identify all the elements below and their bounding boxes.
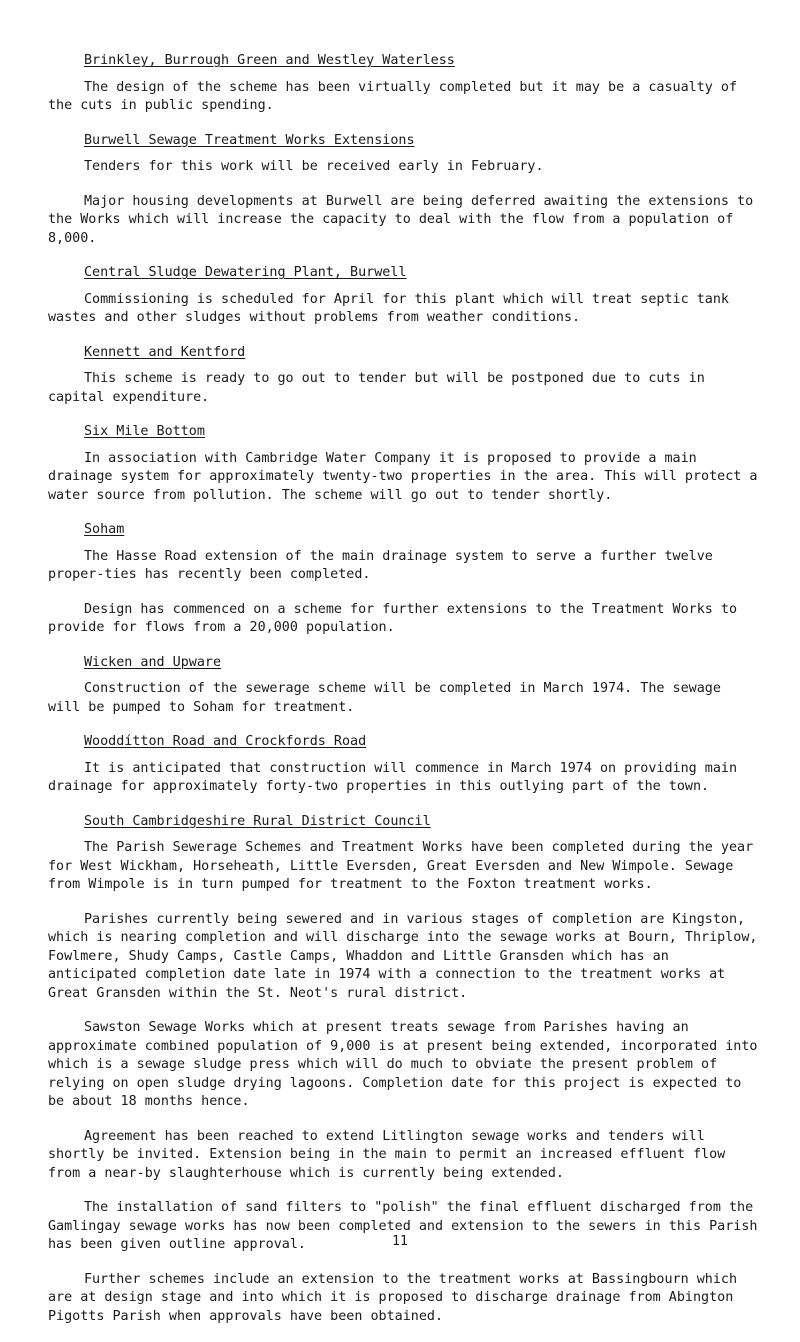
paragraph: Parishes currently being sewered and in various stages of completion are Kingston, which is nearing completion and will discharge into the sewage works at Bourn, Thriplow, Fowlmere, Shudy Camps, Castle Camps, Whaddon and Little Gransden which has an anticipated completion date late in 1974 with a connection to the treatment works at Great Gransden within the St. Neot's rural district. <box>48 911 758 1001</box>
paragraph: Major housing developments at Burwell are being deferred awaiting the extensions to the Works which will increase the capacity to deal with the flow from a population of 8,000. <box>48 193 754 246</box>
section-heading: Kennett and Kentford <box>84 344 246 360</box>
section-heading: Central Sludge Dewatering Plant, Burwell <box>84 265 407 280</box>
paragraph: Sawston Sewage Works which at present treats sewage from Parishes having an approximate combined population of 9,000 is at present being extended, incorporated into which is a sewage sludge press which will do much to obviate the present problem of relying on open sludge drying lagoons. Completion date for this project is expected to be about 18 months hence. <box>48 1020 758 1109</box>
section-heading: Burwell Sewage Treatment Works Extensions <box>84 132 415 148</box>
section-brinkley <box>48 52 760 116</box>
paragraph: Design has commenced on a scheme for further extensions to the Treatment Works to provide for flows from a 20,000 population. <box>48 601 738 635</box>
paragraph: The Hasse Road extension of the main drainage system to serve a further twelve proper-ties has recently been completed. <box>48 548 713 582</box>
paragraph: This scheme is ready to go out to tender but will be postponed due to cuts in capital expenditure. <box>48 371 705 405</box>
section-wicken <box>48 654 760 718</box>
section-burwell-extensions <box>48 132 760 249</box>
section-central-sludge <box>48 264 760 328</box>
paragraph: Tenders for this work will be received early in February. <box>84 159 544 174</box>
paragraph: Agreement has been reached to extend Litlington sewage works and tenders will shortly be invited. Extension being in the main to permit an increased effluent flow from a near-by slaughterhouse which is currently being extended. <box>48 1128 726 1181</box>
paragraph: The installation of sand filters to "polish" the final effluent discharged from the Gamlingay sewage works has now been completed and extension to the sewers in this Parish has been given outline approval. <box>48 1200 758 1252</box>
document-page <box>48 52 760 1342</box>
paragraph: The design of the scheme has been virtually completed but it may be a casualty of the cuts in public spending. <box>48 79 738 113</box>
paragraph: Construction of the sewerage scheme will be completed in March 1974. The sewage will be pumped to Soham for treatment. <box>48 681 721 715</box>
section-kennett <box>48 344 760 408</box>
section-heading: South Cambridgeshire Rural District Council <box>84 813 431 829</box>
paragraph: In association with Cambridge Water Company it is proposed to provide a main drainage system for approximately twenty-two properties in the area. This will protect a water source from pollution. The scheme will go out to tender shortly. <box>48 450 758 503</box>
section-heading: Wooddítton Road and Crockfords Road <box>84 734 367 749</box>
paragraph: It is anticipated that construction will commence in March 1974 on providing main drainage for approximately forty-two properties in this outlying part of the town. <box>48 760 738 794</box>
page-number: 11 <box>392 1234 408 1249</box>
paragraph: The Parish Sewerage Schemes and Treatment Works have been completed during the year for West Wickham, Horseheath, Little Eversden, Great Eversden and New Wimpole. Sewage from Wimpole is in turn pumped for treatment to the Foxton treatment works. <box>48 840 754 892</box>
section-heading: Wicken and Upware <box>84 654 222 670</box>
paragraph: Commissioning is scheduled for April for this plant which will treat septic tank wastes and other sludges without problems from weather conditions. <box>48 291 729 325</box>
section-heading: Brinkley, Burrough Green and Westley Waterless <box>84 53 455 68</box>
paragraph: Further schemes include an extension to the treatment works at Bassingbourn which are at design stage and into which it is proposed to discharge drainage from Abington Pigotts Parish when approvals have been obtained. <box>48 1271 738 1324</box>
section-wooddítton <box>48 733 760 797</box>
section-soham <box>48 521 760 638</box>
section-six-mile-bottom <box>48 423 760 505</box>
section-heading: Six Mile Bottom <box>84 424 205 439</box>
section-heading: Soham <box>84 522 125 537</box>
